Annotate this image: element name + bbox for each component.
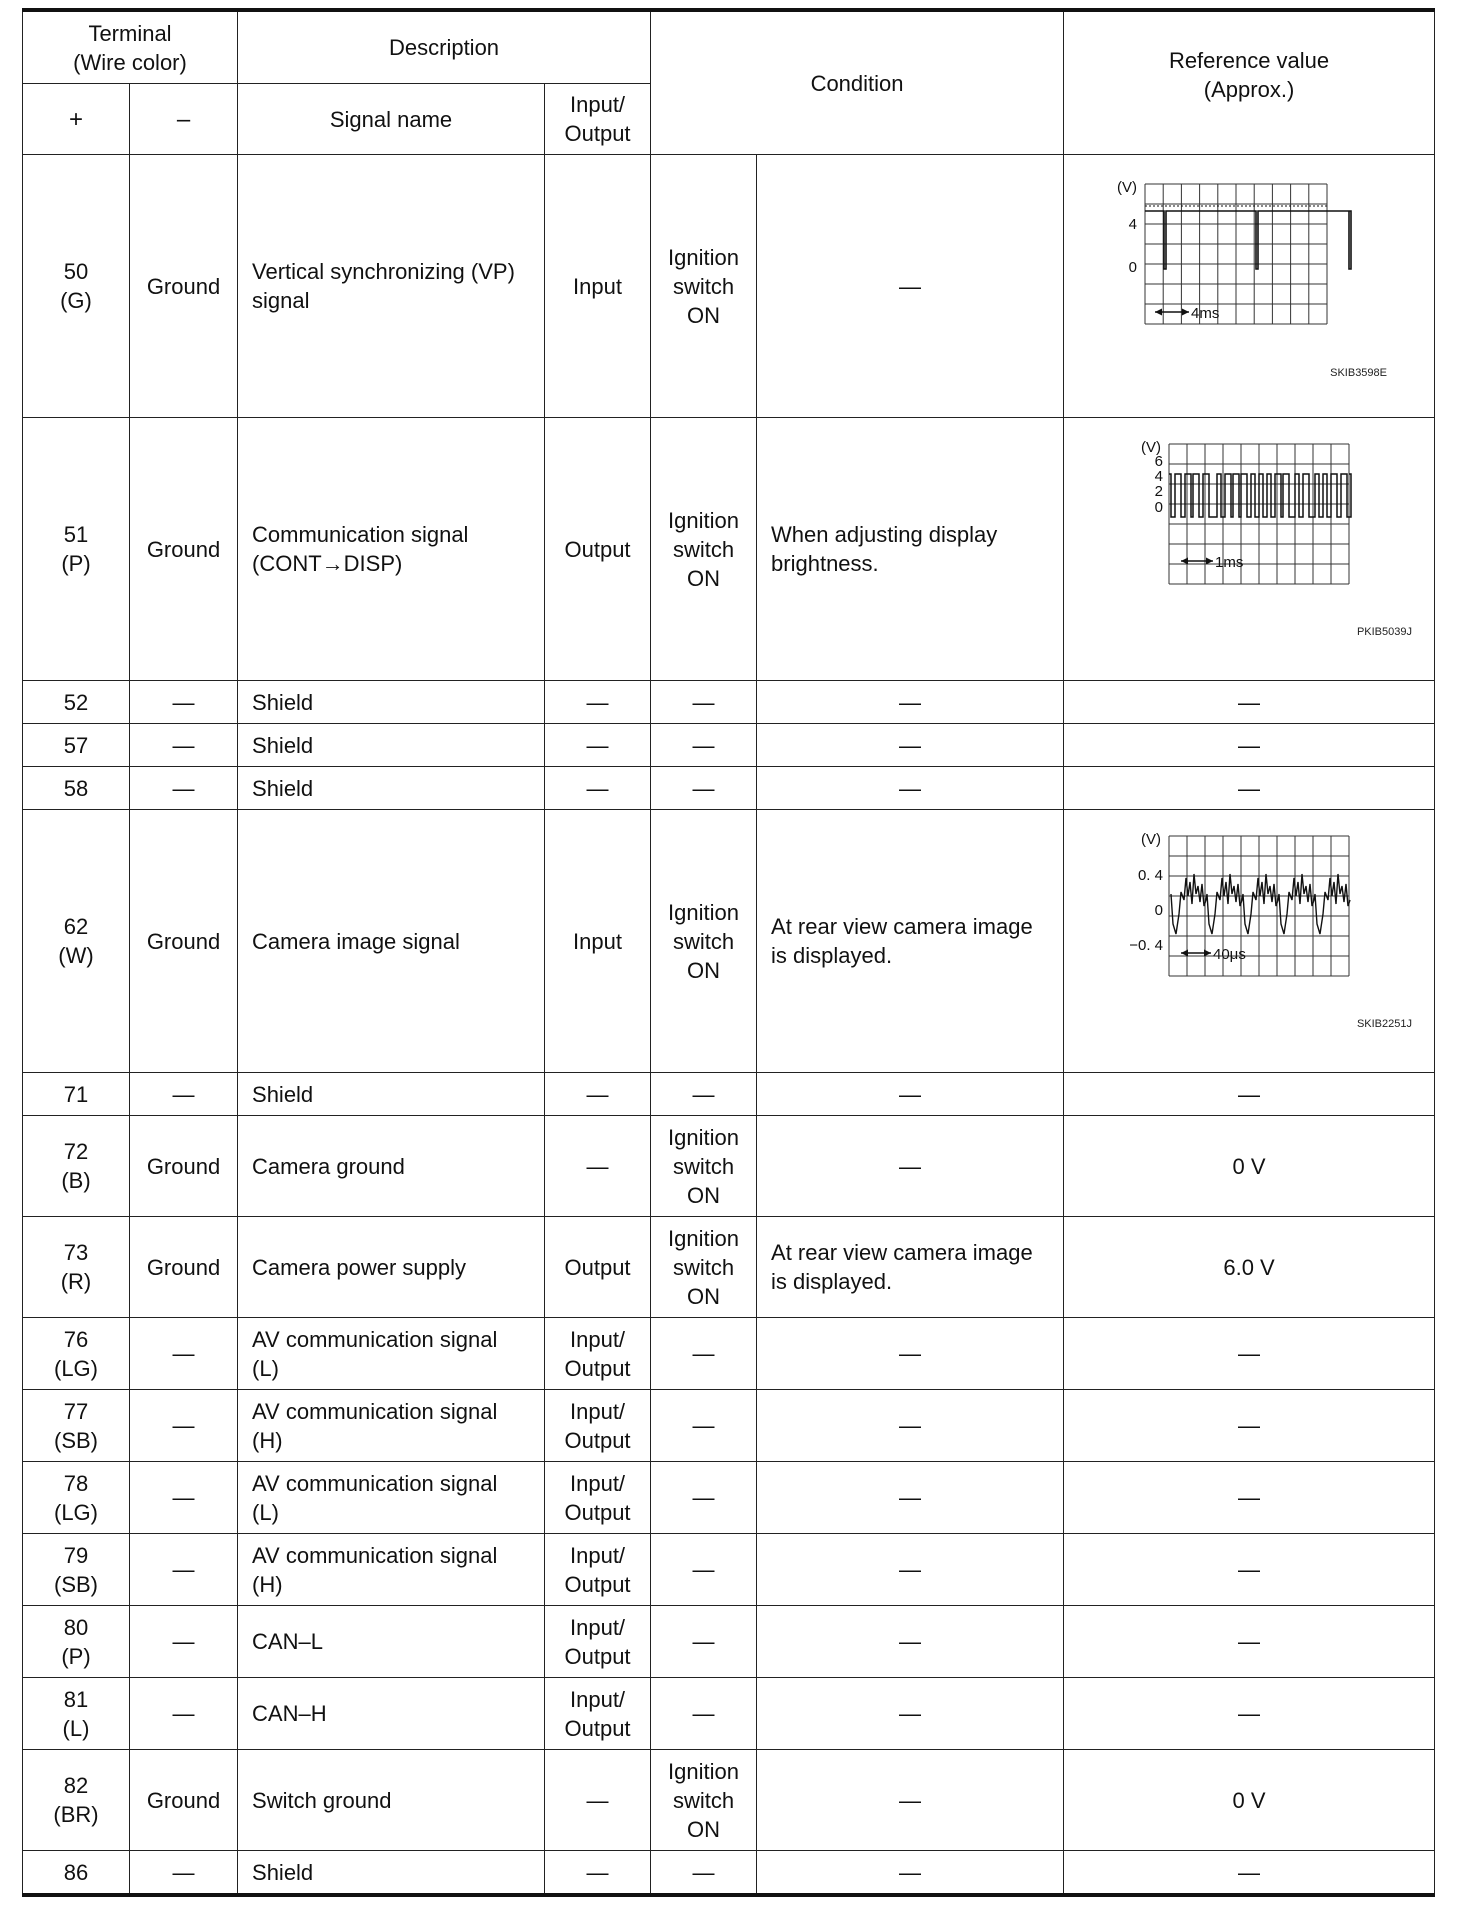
terminal-minus-cell: — [130,1678,238,1750]
terminal-plus-cell: 58 [23,767,130,810]
condition-switch-cell: Ignition switch ON [651,1116,757,1217]
y-tick-label: 6 [1154,452,1164,470]
waveform-w50 [1069,159,1429,414]
signal-name-cell: AV communication signal (H) [238,1390,545,1462]
terminal-minus-cell: — [130,1851,238,1896]
time-division-marker [1181,949,1211,956]
table-row [23,1534,1435,1606]
y-tick-label: 4 [1154,467,1164,485]
condition-switch-cell: Ignition switch ON [651,810,757,1073]
reference-value-cell: — [1064,1851,1435,1896]
y-tick-label: 2 [1154,482,1164,500]
input-output-cell: Input/ Output [545,1390,651,1462]
reference-value-cell: — [1064,1606,1435,1678]
oscilloscope-grid [1169,836,1349,976]
y-tick-label: 0 [1128,258,1138,276]
table-row [23,767,1435,810]
input-output-cell: Output [545,418,651,681]
signal-name-cell: Communication signal (CONT→DISP) [238,418,545,681]
table-row [23,1073,1435,1116]
terminal-plus-cell: 73 (R) [23,1217,130,1318]
condition-switch-cell: — [651,1318,757,1390]
time-division-label: 40μs [1213,945,1246,963]
description-header: Description [238,10,651,84]
condition-switch-cell: — [651,1390,757,1462]
communication-signal-trace [1169,474,1351,517]
table-row [23,418,1435,681]
table-row [23,1390,1435,1462]
figure-code-label: SKIB3598E [1330,366,1388,379]
input-output-cell: — [545,724,651,767]
y-tick-label: −0. 4 [1129,936,1164,954]
reference-value-cell: — [1064,724,1435,767]
condition-detail-cell: — [757,767,1064,810]
condition-detail-cell: — [757,1073,1064,1116]
y-tick-label: 0 [1154,901,1164,919]
signal-name-cell: Camera ground [238,1116,545,1217]
y-tick-label: 0 [1154,498,1164,516]
reference-value-cell: 0 V [1064,1750,1435,1851]
table-row [23,1750,1435,1851]
condition-detail-cell: At rear view camera image is displayed. [757,810,1064,1073]
terminal-minus-cell: — [130,1318,238,1390]
terminal-reference-table [22,8,1435,1897]
input-output-cell: — [545,1116,651,1217]
terminal-plus-cell: 71 [23,1073,130,1116]
reference-value-cell: — [1064,681,1435,724]
signal-name-cell: Shield [238,724,545,767]
signal-name-header: Signal name [238,84,545,155]
figure-code-label: SKIB2251J [1357,1017,1413,1030]
reference-waveform-cell [1064,155,1435,418]
terminal-minus-cell: — [130,767,238,810]
terminal-plus-cell: 81 (L) [23,1678,130,1750]
terminal-minus-cell: Ground [130,155,238,418]
terminal-plus-cell: 57 [23,724,130,767]
y-tick-label: 0. 4 [1138,866,1164,884]
time-division-marker [1155,308,1189,315]
condition-detail-cell: — [757,1534,1064,1606]
condition-detail-cell: — [757,1116,1064,1217]
input-output-cell: Input/ Output [545,1606,651,1678]
condition-switch-cell: — [651,767,757,810]
condition-header: Condition [651,10,1064,155]
input-output-cell: Input [545,810,651,1073]
terminal-minus-cell: Ground [130,810,238,1073]
waveform-w51 [1069,422,1429,677]
signal-name-cell: Shield [238,1851,545,1896]
condition-switch-cell: Ignition switch ON [651,418,757,681]
reference-value-cell: — [1064,1073,1435,1116]
minus-terminal-header: – [130,84,238,155]
terminal-minus-cell: — [130,1462,238,1534]
table-row [23,155,1435,418]
time-division-marker [1181,557,1213,564]
reference-value-cell: — [1064,1390,1435,1462]
signal-name-cell: Shield [238,767,545,810]
condition-switch-cell: — [651,1606,757,1678]
reference-waveform-cell [1064,810,1435,1073]
input-output-cell: — [545,1851,651,1896]
table-row [23,1462,1435,1534]
reference-value-cell: — [1064,1318,1435,1390]
condition-detail-cell: — [757,1462,1064,1534]
condition-switch-cell: — [651,1678,757,1750]
time-division-label: 4ms [1191,304,1220,322]
terminal-minus-cell: Ground [130,1116,238,1217]
table-row [23,1851,1435,1896]
reference-value-cell: 6.0 V [1064,1217,1435,1318]
terminal-plus-cell: 77 (SB) [23,1390,130,1462]
terminal-minus-cell: — [130,724,238,767]
terminal-minus-cell: — [130,1073,238,1116]
table-row [23,724,1435,767]
condition-switch-cell: — [651,1462,757,1534]
terminal-plus-cell: 50 (G) [23,155,130,418]
input-output-cell: — [545,681,651,724]
reference-value-cell: — [1064,767,1435,810]
input-output-cell: — [545,767,651,810]
terminal-minus-cell: — [130,1390,238,1462]
reference-value-cell: 0 V [1064,1116,1435,1217]
terminal-plus-cell: 80 (P) [23,1606,130,1678]
condition-detail-cell: When adjusting display brightness. [757,418,1064,681]
signal-name-cell: Vertical synchronizing (VP) signal [238,155,545,418]
input-output-cell: Input/ Output [545,1318,651,1390]
reference-value-cell: — [1064,1462,1435,1534]
terminal-plus-cell: 72 (B) [23,1116,130,1217]
condition-detail-cell: — [757,1750,1064,1851]
condition-switch-cell: — [651,1851,757,1896]
signal-name-cell: AV communication signal (H) [238,1534,545,1606]
terminal-header: Terminal (Wire color) [23,10,238,84]
reference-value-cell: — [1064,1534,1435,1606]
condition-detail-cell: — [757,1606,1064,1678]
condition-detail-cell: — [757,1390,1064,1462]
input-output-cell: Input/ Output [545,1678,651,1750]
condition-switch-cell: Ignition switch ON [651,1750,757,1851]
signal-name-cell: Camera image signal [238,810,545,1073]
camera-image-signal-trace [1171,874,1350,934]
signal-name-cell: CAN–H [238,1678,545,1750]
table-row [23,1606,1435,1678]
signal-name-cell: Shield [238,1073,545,1116]
reference-value-header: Reference value (Approx.) [1064,10,1435,155]
input-output-header: Input/ Output [545,84,651,155]
oscilloscope-grid [1145,184,1327,324]
terminal-minus-cell: — [130,681,238,724]
signal-name-cell: Camera power supply [238,1217,545,1318]
plus-terminal-header: + [23,84,130,155]
terminal-plus-cell: 86 [23,1851,130,1896]
input-output-cell: Input [545,155,651,418]
table-body [23,155,1435,1896]
terminal-minus-cell: — [130,1606,238,1678]
condition-switch-cell: — [651,724,757,767]
terminal-plus-cell: 79 (SB) [23,1534,130,1606]
terminal-minus-cell: Ground [130,1750,238,1851]
condition-detail-cell: — [757,724,1064,767]
condition-detail-cell: — [757,1318,1064,1390]
input-output-cell: — [545,1750,651,1851]
reference-waveform-cell [1064,418,1435,681]
input-output-cell: — [545,1073,651,1116]
figure-code-label: PKIB5039J [1357,625,1413,638]
signal-name-cell: Shield [238,681,545,724]
terminal-plus-cell: 51 (P) [23,418,130,681]
condition-detail-cell: — [757,681,1064,724]
signal-name-cell: AV communication signal (L) [238,1318,545,1390]
input-output-cell: Input/ Output [545,1534,651,1606]
condition-detail-cell: — [757,1851,1064,1896]
condition-detail-cell: — [757,155,1064,418]
input-output-cell: Input/ Output [545,1462,651,1534]
terminal-plus-cell: 52 [23,681,130,724]
table-row [23,1116,1435,1217]
terminal-plus-cell: 62 (W) [23,810,130,1073]
table-row [23,810,1435,1073]
table-row [23,1217,1435,1318]
terminal-minus-cell: — [130,1534,238,1606]
condition-switch-cell: Ignition switch ON [651,1217,757,1318]
voltage-unit-label: (V) [1141,438,1162,456]
terminal-minus-cell: Ground [130,1217,238,1318]
y-tick-label: 4 [1128,215,1138,233]
terminal-minus-cell: Ground [130,418,238,681]
condition-switch-cell: — [651,681,757,724]
vp-signal-trace [1145,211,1351,269]
table-row [23,1678,1435,1750]
table-row [23,681,1435,724]
waveform-w62 [1069,814,1429,1069]
condition-switch-cell: Ignition switch ON [651,155,757,418]
condition-detail-cell: — [757,1678,1064,1750]
terminal-plus-cell: 76 (LG) [23,1318,130,1390]
terminal-plus-cell: 78 (LG) [23,1462,130,1534]
terminal-reference-table-sheet [22,8,1434,1897]
signal-name-cell: AV communication signal (L) [238,1462,545,1534]
condition-detail-cell: At rear view camera image is displayed. [757,1217,1064,1318]
time-division-label: 1ms [1215,553,1244,571]
voltage-unit-label: (V) [1117,178,1138,196]
signal-name-cell: Switch ground [238,1750,545,1851]
signal-name-cell: CAN–L [238,1606,545,1678]
condition-switch-cell: — [651,1073,757,1116]
voltage-unit-label: (V) [1141,830,1162,848]
table-row [23,1318,1435,1390]
terminal-plus-cell: 82 (BR) [23,1750,130,1851]
reference-value-cell: — [1064,1678,1435,1750]
input-output-cell: Output [545,1217,651,1318]
condition-switch-cell: — [651,1534,757,1606]
